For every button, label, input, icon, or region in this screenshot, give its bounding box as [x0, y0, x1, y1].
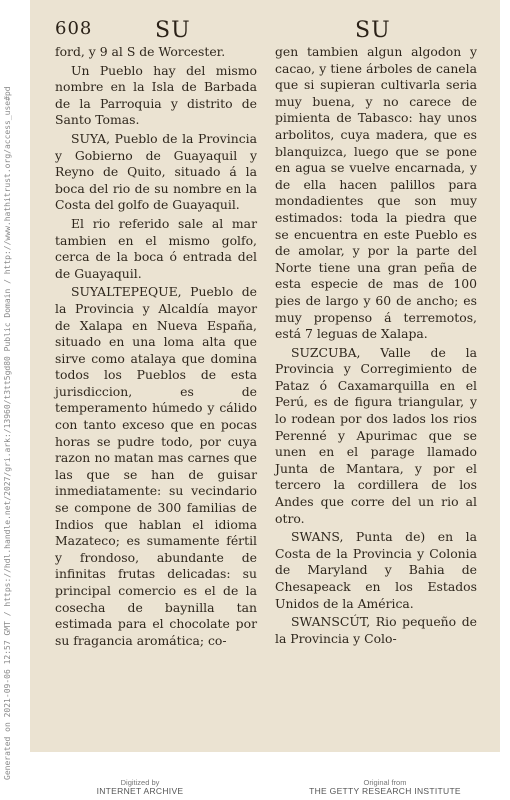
- left-running-title: SU: [155, 18, 191, 43]
- page-header: [55, 18, 475, 44]
- footer-original: [300, 778, 470, 796]
- right-paragraph: gen tambien algun algodon y cacao, y tiene árboles de canela que si supieran cultivarla seria muy buena, y no carece de pimienta de Tabasco: hay unos arbolitos, cuya madera, que es blanquizca, luego que se pone en agua se vuelve encarnada, y de ella hacen palillos para mondadientes que son muy estimados: toda la piedra que se encuentra en este Pueblo es de amolar, y por la parte del Norte tiene una gran peña de esta especie de mas de 100 pies de largo y 60 de ancho; es muy propenso á terremotos, está 7 leguas de Xalapa.: [275, 44, 477, 342]
- left-paragraph: SUYA, Pueblo de la Provincia y Gobierno de Guayaquil y Reyno de Quito, situado á la boca del rio de su nombre en la Costa del golfo de Guayaquil.: [55, 130, 257, 213]
- footer-digitized: [70, 778, 210, 796]
- footer-digitized-label: Digitized by: [120, 778, 160, 787]
- footer-getty: THE GETTY RESEARCH INSTITUTE: [309, 786, 461, 796]
- right-paragraph: SUZCUBA, Valle de la Provincia y Corregimiento de Pataz ó Caxamarquilla en el Perú, es de figura triangular, y lo rodean por dos lados los rios Perenné y Apurimac que se unen en el parage llamado Junta de Mantara, y por el tercero la cordillera de los Andes que corre del un rio al otro.: [275, 344, 477, 526]
- left-paragraph: El rio referido sale al mar tambien en el mismo golfo, cerca de la boca ó entrada del de Guayaquil.: [55, 215, 257, 281]
- left-paragraph: ford, y 9 al S de Worcester.: [55, 44, 226, 59]
- side-watermark: Generated on 2021-09-06 12:57 GMT / https://hdl.handle.net/2027/gri.ark:/13960/t3tt5gd80 Public Domain / http://www.hathitrust.org/access_use#pd: [3, 86, 12, 780]
- right-paragraph: SWANS, Punta de) en la Costa de la Provincia y Colonia de Maryland y Bahia de Chesapeack en los Estados Unidos de la América.: [275, 529, 477, 611]
- left-column: [55, 44, 257, 651]
- footer-original-label: Original from: [363, 778, 407, 787]
- left-paragraph: SUYALTEPEQUE, Pueblo de la Provincia y Alcaldía mayor de Xalapa en Nueva España, situado en una loma alta que sirve como atalaya que domina todos los Pueblos de esta jurisdiccion, es de temperamento húmedo y cálido con tanto exceso que en pocas horas se pudre todo, por cuya razon no matan mas carnes que las que se han de guisar inmediatamente: su vecindario se compone de 300 familias de Indios que hablan el idioma Mazateco; es sumamente fértil y frondoso, abundante de infinitas frutas delicadas: su principal comercio es el de la cosecha de baynilla tan estimada para el chocolate por su fragancia aromática; co-: [55, 284, 257, 648]
- page-number: 608: [55, 18, 93, 39]
- right-column: [275, 44, 477, 649]
- right-paragraph: SWANSCÚT, Rio pequeño de la Provincia y Colo-: [275, 614, 477, 646]
- left-paragraph: Un Pueblo hay del mismo nombre en la Isla de Barbada de la Parroquia y distrito de Santo Tomas.: [55, 62, 257, 128]
- right-running-title: SU: [355, 18, 391, 43]
- footer-internet-archive: INTERNET ARCHIVE: [96, 786, 184, 796]
